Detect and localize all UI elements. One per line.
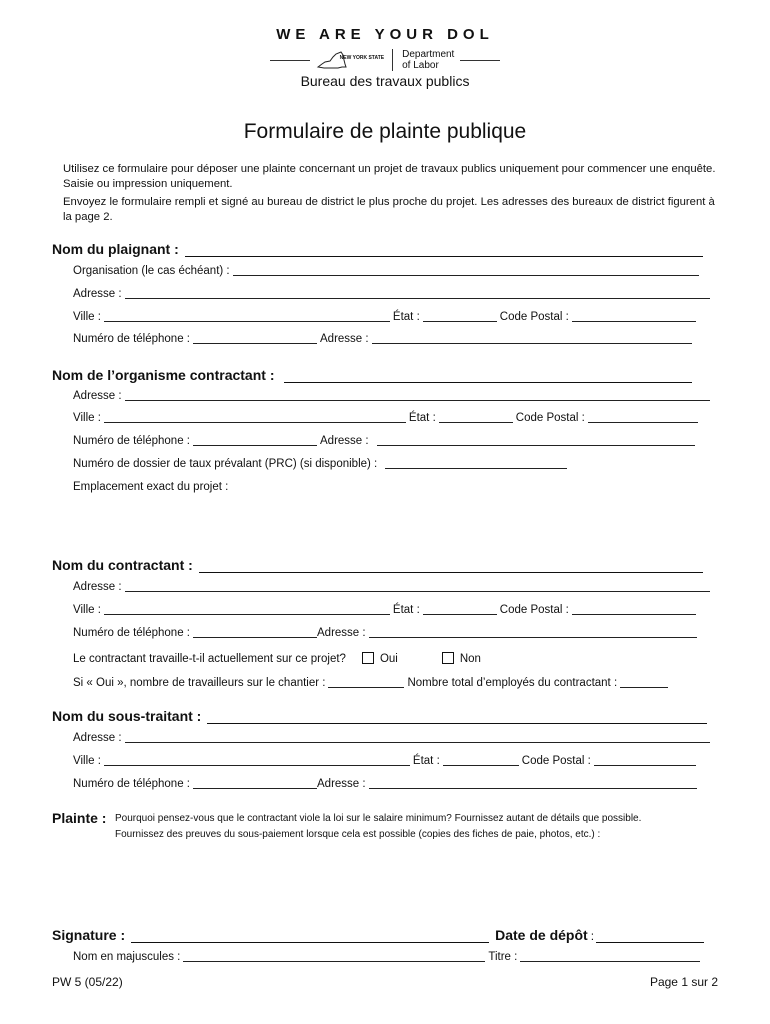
printed-name-label: Nom en majuscules : [73, 951, 181, 963]
agency-postal-line[interactable] [588, 412, 698, 423]
nys-dol-logo [0, 48, 770, 72]
contractor-city-row[interactable] [73, 604, 699, 616]
organisation-field[interactable] [73, 265, 702, 277]
non-checkbox[interactable] [442, 652, 454, 664]
agency-phone-line[interactable] [193, 435, 317, 446]
address-label: Adresse : [73, 581, 122, 593]
complainant-city-row[interactable] [73, 311, 699, 323]
subcontractor-heading: Nom du sous-traitant : [52, 708, 202, 724]
contractor-postal-line[interactable] [572, 604, 696, 615]
title-label: Titre : [488, 951, 518, 963]
postal-code-label: Code Postal : [521, 755, 591, 767]
signature-line[interactable] [131, 930, 489, 943]
total-employees-line[interactable] [620, 677, 668, 688]
agency-phone-row[interactable] [73, 435, 698, 447]
prc-label: Numéro de dossier de taux prévalant (PRC) (si disponible) : [73, 458, 378, 470]
prc-number-field[interactable] [73, 458, 570, 470]
contractor-address2-line[interactable] [369, 627, 697, 638]
complainant-address-field[interactable] [73, 288, 713, 300]
complainant-address-line[interactable] [125, 288, 710, 299]
address-inline-label: Adresse : [317, 778, 366, 790]
complainant-address2-line[interactable] [372, 333, 692, 344]
header [0, 26, 770, 89]
state-label: État : [392, 604, 420, 616]
signature-field[interactable] [52, 927, 704, 943]
form-title: Formulaire de plainte publique [243, 120, 527, 143]
subcontractor-city-row[interactable] [73, 755, 699, 767]
contractor-address-field[interactable] [73, 581, 713, 593]
printed-name-line[interactable] [183, 951, 485, 962]
city-label: Ville : [73, 311, 101, 323]
workers-on-site-label: Si « Oui », nombre de travailleurs sur le chantier : [73, 677, 326, 689]
address-inline-label: Adresse : [320, 435, 369, 447]
agency-address-field[interactable] [73, 390, 713, 402]
organisation-label: Organisation (le cas échéant) : [73, 265, 230, 277]
organisation-line[interactable] [233, 265, 699, 276]
contractor-state-line[interactable] [423, 604, 497, 615]
printed-name-row[interactable] [73, 951, 703, 963]
subcontractor-phone-row[interactable] [73, 778, 700, 790]
complainant-postal-line[interactable] [572, 311, 696, 322]
logo-state [316, 50, 384, 70]
title-line[interactable] [520, 951, 700, 962]
subcontractor-address-line[interactable] [125, 732, 710, 743]
city-label: Ville : [73, 412, 101, 424]
tagline: WE ARE YOUR DOL [276, 26, 494, 43]
intro-paragraph-1: Utilisez ce formulaire pour déposer une plainte concernant un projet de travaux publics uniquement pour commencer une enquête. Saisie ou impression uniquement. [63, 163, 716, 190]
logo-dept-line2: of Labor [402, 60, 439, 71]
bureau-name: Bureau des travaux publics [300, 73, 470, 89]
working-question-label: Le contractant travaille-t-il actuellement sur ce projet? [73, 653, 346, 665]
address-inline-label: Adresse : [320, 333, 369, 345]
subcontractor-address2-line[interactable] [369, 778, 697, 789]
complainant-city-line[interactable] [104, 311, 390, 322]
non-label: Non [459, 653, 481, 665]
workers-on-site-line[interactable] [328, 677, 404, 688]
intro-paragraph-2: Envoyez le formulaire rempli et signé au bureau de district le plus proche du projet. Les adresses des bureaux de district figurent à la page 2. [63, 196, 715, 223]
postal-code-label: Code Postal : [499, 604, 569, 616]
complainant-phone-line[interactable] [193, 333, 317, 344]
logo-rule-left [270, 60, 310, 61]
subcontractor-name-line[interactable] [207, 711, 707, 724]
phone-label: Numéro de téléphone : [73, 627, 190, 639]
page-number: Page 1 sur 2 [649, 975, 718, 989]
contractor-name-line[interactable] [199, 560, 703, 573]
signature-heading: Signature : [52, 927, 126, 943]
project-location-label: Emplacement exact du projet : [73, 481, 229, 493]
logo-divider [392, 49, 393, 71]
contractor-name-field[interactable] [52, 557, 703, 573]
contracting-agency-line[interactable] [284, 370, 692, 383]
contractor-address-line[interactable] [125, 581, 710, 592]
complaint-instructions-2: Fournissez des preuves du sous-paiement lorsque cela est possible (copies des fiches de paie, photos, etc.) : [115, 829, 601, 840]
logo-dept-line1: Department [402, 49, 455, 60]
complaint-instructions-1: Pourquoi pensez-vous que le contractant viole la loi sur le salaire minimum? Fournissez autant de détails que possible. [115, 813, 642, 824]
state-label: État : [408, 412, 436, 424]
agency-city-row[interactable] [73, 412, 701, 424]
postal-code-label: Code Postal : [499, 311, 569, 323]
agency-city-line[interactable] [104, 412, 406, 423]
state-label: État : [392, 311, 420, 323]
contractor-phone-line[interactable] [193, 627, 317, 638]
subcontractor-city-line[interactable] [104, 755, 410, 766]
logo-department [402, 49, 454, 71]
workers-count-row[interactable] [73, 677, 671, 689]
subcontractor-postal-line[interactable] [594, 755, 696, 766]
date-colon: : [590, 929, 595, 943]
phone-label: Numéro de téléphone : [73, 333, 190, 345]
logo-rule-right [460, 60, 500, 61]
form-code: PW 5 (05/22) [52, 975, 123, 989]
subcontractor-state-line[interactable] [443, 755, 519, 766]
date-line[interactable] [596, 930, 704, 943]
agency-state-line[interactable] [439, 412, 513, 423]
agency-address2-line[interactable] [377, 435, 695, 446]
logo-state-text: NEW YORK STATE [339, 55, 385, 61]
subcontractor-address-field[interactable] [73, 732, 713, 744]
address-inline-label: Adresse : [317, 627, 366, 639]
complainant-name-field[interactable] [52, 241, 703, 257]
postal-code-label: Code Postal : [515, 412, 585, 424]
contractor-heading: Nom du contractant : [52, 557, 193, 573]
address-label: Adresse : [73, 390, 122, 402]
date-label: Date de dépôt [495, 927, 588, 943]
oui-label: Oui [379, 653, 398, 665]
contractor-phone-row[interactable] [73, 627, 700, 639]
agency-address-line[interactable] [125, 390, 710, 401]
contracting-agency-heading: Nom de l’organisme contractant : [52, 367, 275, 383]
city-label: Ville : [73, 755, 101, 767]
phone-label: Numéro de téléphone : [73, 435, 190, 447]
complaint-heading: Plainte : [52, 810, 107, 826]
contracting-agency-field[interactable] [52, 367, 692, 383]
oui-checkbox[interactable] [362, 652, 374, 664]
complainant-phone-row[interactable] [73, 333, 695, 345]
subcontractor-phone-line[interactable] [193, 778, 317, 789]
complainant-name-line[interactable] [185, 244, 703, 257]
subcontractor-name-field[interactable] [52, 708, 707, 724]
state-label: État : [412, 755, 440, 767]
address-label: Adresse : [73, 288, 122, 300]
complainant-state-line[interactable] [423, 311, 497, 322]
contractor-city-line[interactable] [104, 604, 390, 615]
city-label: Ville : [73, 604, 101, 616]
address-label: Adresse : [73, 732, 122, 744]
project-location-field[interactable] [73, 481, 228, 493]
total-employees-label: Nombre total d’employés du contractant : [407, 677, 618, 689]
prc-line[interactable] [385, 458, 567, 469]
contractor-working-question [73, 652, 481, 665]
complainant-heading: Nom du plaignant : [52, 241, 179, 257]
phone-label: Numéro de téléphone : [73, 778, 190, 790]
